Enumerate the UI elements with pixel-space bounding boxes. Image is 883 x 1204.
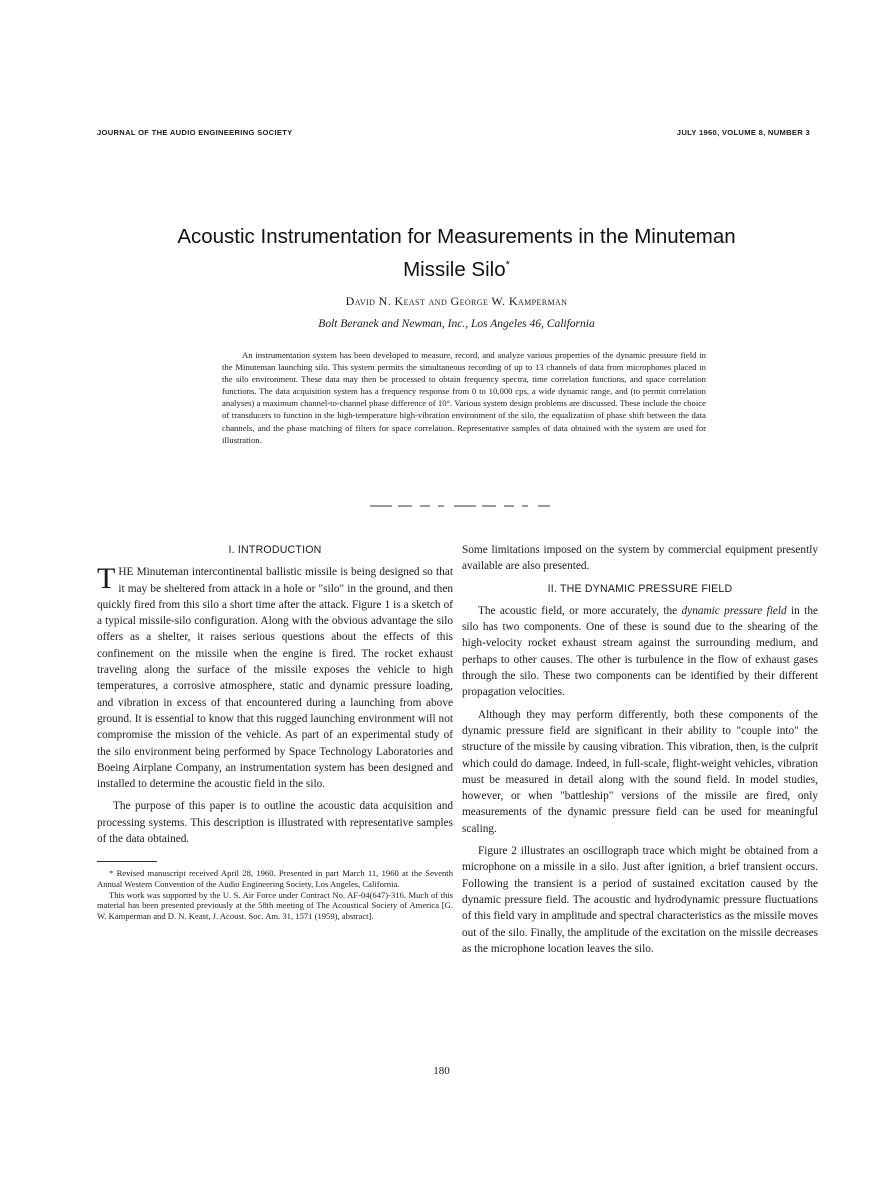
dynamic-paragraph-3: Figure 2 illustrates an oscillograph trace which might be obtained from a microphone on a missile in a silo. Just after ignition, a brief transient occurs. Following the transient is a period of sustained excitation caused by the dynamic pressure field. The acoustic and hydrodynamic pressure fluctuations of this field vary in amplitude and spectral characteristics as the missile moves out of the silo. Finally, the amplitude of the excitation on the missile decreases as the microphone location leaves the silo. — [462, 845, 818, 955]
introduction-paragraph-2: The purpose of this paper is to outline the acoustic data acquisition and processing systems. This description is illustrated with representative samples of the data obtained. — [97, 800, 453, 846]
dynamic-paragraph-1-start: The acoustic field, or more accurately, the — [478, 604, 682, 617]
section-divider — [370, 503, 550, 509]
introduction-paragraph-1-text: HE Minuteman intercontinental ballistic missile is being designed so that it may be sheltered from attack in a hole or "silo" in the ground, and then quickly fired from this silo a short time after the attack. Figure 1 is a sketch of a typical missile-silo configuration. Along with the obvious advantage the silo offers as a shelter, it raises serious questions about the effects of this confinement on the missile when the engine is fired. The rocket exhaust traveling along the surface of the missile exposes the vehicle to high temperatures, a corrosive atmosphere, static and dynamic pressure loading, and vibration in excess of that encountered during a launching from above ground. It is essential to know that this rugged launching environment will not compromise the mission of the vehicle. As part of an experimental study of the silo environment being performed by Space Technology Laboratories and Boeing Airplane Company, an instrumentation system has been designed and installed to determine the acoustic field in the silo. — [97, 566, 453, 791]
drop-cap: T — [97, 562, 116, 596]
article-title — [100, 222, 813, 284]
footnote-rule — [97, 861, 157, 862]
title-line-1: Acoustic Instrumentation for Measurements in the Minuteman — [177, 225, 736, 248]
authors: David N. Keast and George W. Kamperman — [345, 294, 568, 308]
footnote-1: * Revised manuscript received April 28, 1960. Presented in part March 11, 1960 at the Seventh Annual Western Convention of the Audio Engineering Society, Los Angeles, California. — [97, 868, 453, 889]
title-footnote-mark: * — [505, 259, 510, 271]
left-column — [97, 542, 453, 921]
dynamic-pressure-field-emphasis: dynamic pressure field — [681, 604, 787, 617]
issue-running-head: JULY 1960, VOLUME 8, NUMBER 3 — [676, 128, 810, 137]
affiliation: Bolt Beranek and Newman, Inc., Los Angeles 46, California — [318, 318, 595, 330]
footnote-2: This work was supported by the U. S. Air Force under Contract No. AF-04(647)-316. Much of this material has been presented previously at the 58th meeting of The Acoustical Society of America [G. W. Kamperman and D. N. Keast, J. Acoust. Soc. Am. 31, 1571 (1959), abstract]. — [97, 889, 453, 921]
right-column — [462, 542, 818, 963]
introduction-heading: I. INTRODUCTION — [228, 544, 322, 556]
page-number: 180 — [433, 1065, 450, 1077]
abstract: An instrumentation system has been developed to measure, record, and analyze various properties of the dynamic pressure field in the Minuteman launching silo. This system permits the simultaneous recording of up to 13 channels of data from microphones placed in the silo environment. These data may then be processed to obtain frequency spectra, time correlation functions, and space correlation functions. The data acquisition system has a frequency response from 0 to 10,000 cps, a wide dynamic range, and (to permit correlation analyses) a maximum channel-to-channel phase difference of 10°. Various system design problems are discussed. These include the choice of transducers to function in the high-temperature high-vibration environment of the silo, the equalization of phase shift between the data channels, and the phase matching of filters for space correlation. Representative samples of data obtained with the system are used for illustration. — [222, 350, 706, 445]
journal-running-head: JOURNAL OF THE AUDIO ENGINEERING SOCIETY — [97, 128, 293, 137]
introduction-paragraph-1 — [97, 564, 453, 792]
dynamic-paragraph-1 — [462, 603, 818, 701]
dynamic-paragraph-1-end: in the silo has two components. One of these is sound due to the shearing of the high-velocity rocket exhaust stream against the surrounding medium, and perhaps to other causes. The other is turbulence in the flow of exhaust gases through the silo. These two components can be identified by their different propagation velocities. — [462, 604, 818, 699]
dynamic-pressure-heading: II. THE DYNAMIC PRESSURE FIELD — [547, 582, 733, 595]
dynamic-paragraph-2: Although they may perform differently, both these components of the dynamic pressure field are significant in their ability to "couple into" the structure of the missile by causing vibration. This vibration, then, is the culprit which could do damage. Indeed, in full-scale, flight-weight vehicles, vibration must be measured in detail along with the sound field. In model studies, however, or when "battleship" versions of the missile are fired, only measurements of the dynamic pressure field can be used for meaningful scaling. — [462, 708, 818, 835]
footnotes — [97, 868, 453, 921]
introduction-continued: Some limitations imposed on the system by commercial equipment presently available are also presented. — [462, 544, 818, 573]
title-line-2: Missile Silo — [403, 257, 506, 281]
